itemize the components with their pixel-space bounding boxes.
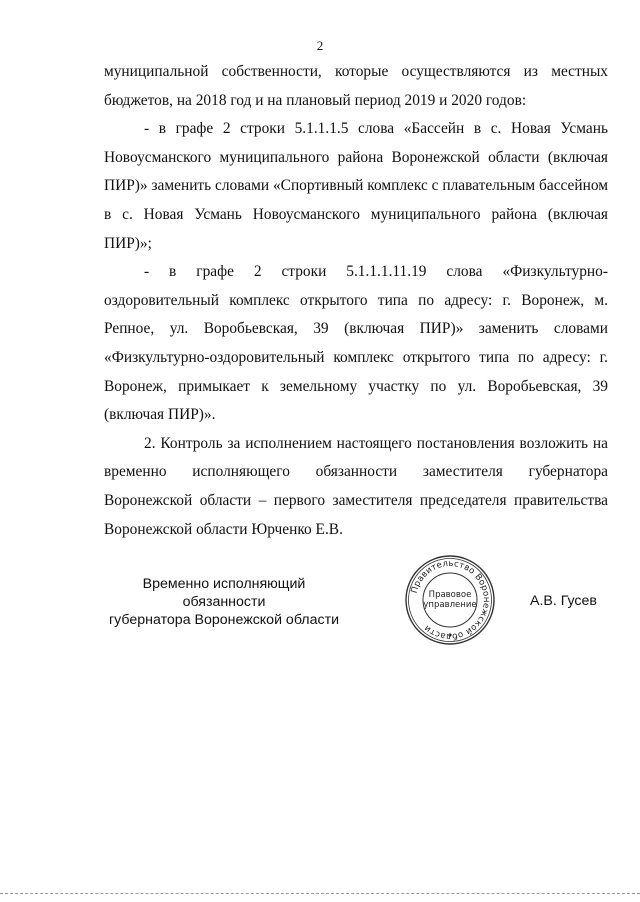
signer-position-line1: Временно исполняющий обязанности: [142, 576, 306, 610]
paragraph-item-pool: - в графе 2 строки 5.1.1.1.5 слова «Бассейн в с. Новая Усмань Новоусманского муниципального района Воронежской области (включая ПИР)» заменить словами «Спортивный комплекс с плавательным бассейном в с. Новая Усмань Новоусманского муниципального района (включая ПИР)»;: [104, 120, 608, 252]
scan-bottom-edge: [0, 893, 640, 894]
page-number: 2: [316, 38, 324, 53]
paragraph-continuation: муниципальной собственности, которые осуществляются из местных бюджетов, на 2018 год и на плановый период 2019 и 2020 годов:: [104, 63, 608, 109]
stamp-ring-text: Правительство Воронежской области: [409, 558, 492, 642]
signer-position-line2: губернатора Воронежской области: [108, 612, 339, 628]
signer-position: [104, 575, 344, 629]
signer-name: А.В. Гусев: [530, 593, 597, 609]
paragraph-control-clause: 2. Контроль за исполнением настоящего постановления возложить на временно исполняющего обязанности заместителя губернатора Воронежской области – первого заместителя председателя правительства Воронежской области Юрченко Е.В.: [104, 434, 608, 538]
paragraph-item-sports-complex: - в графе 2 строки 5.1.1.1.11.19 слова «Физкультурно-оздоровительный комплекс открытого типа по адресу: г. Воронеж, м. Репное, ул. Воробьевская, 39 (включая ПИР)» заменить словами «Физкультурно-оздоровительный комплекс открытого типа по адресу: г. Воронеж, примыкает к земельному участку по ул. Воробьевская, 39 (включая ПИР)».: [104, 263, 608, 424]
stamp-center: [422, 580, 478, 620]
stamp-center-line1: Правовое: [428, 590, 472, 600]
official-stamp: [404, 554, 496, 646]
stamp-center-line2: управление: [423, 600, 477, 610]
document-body: [104, 58, 608, 544]
